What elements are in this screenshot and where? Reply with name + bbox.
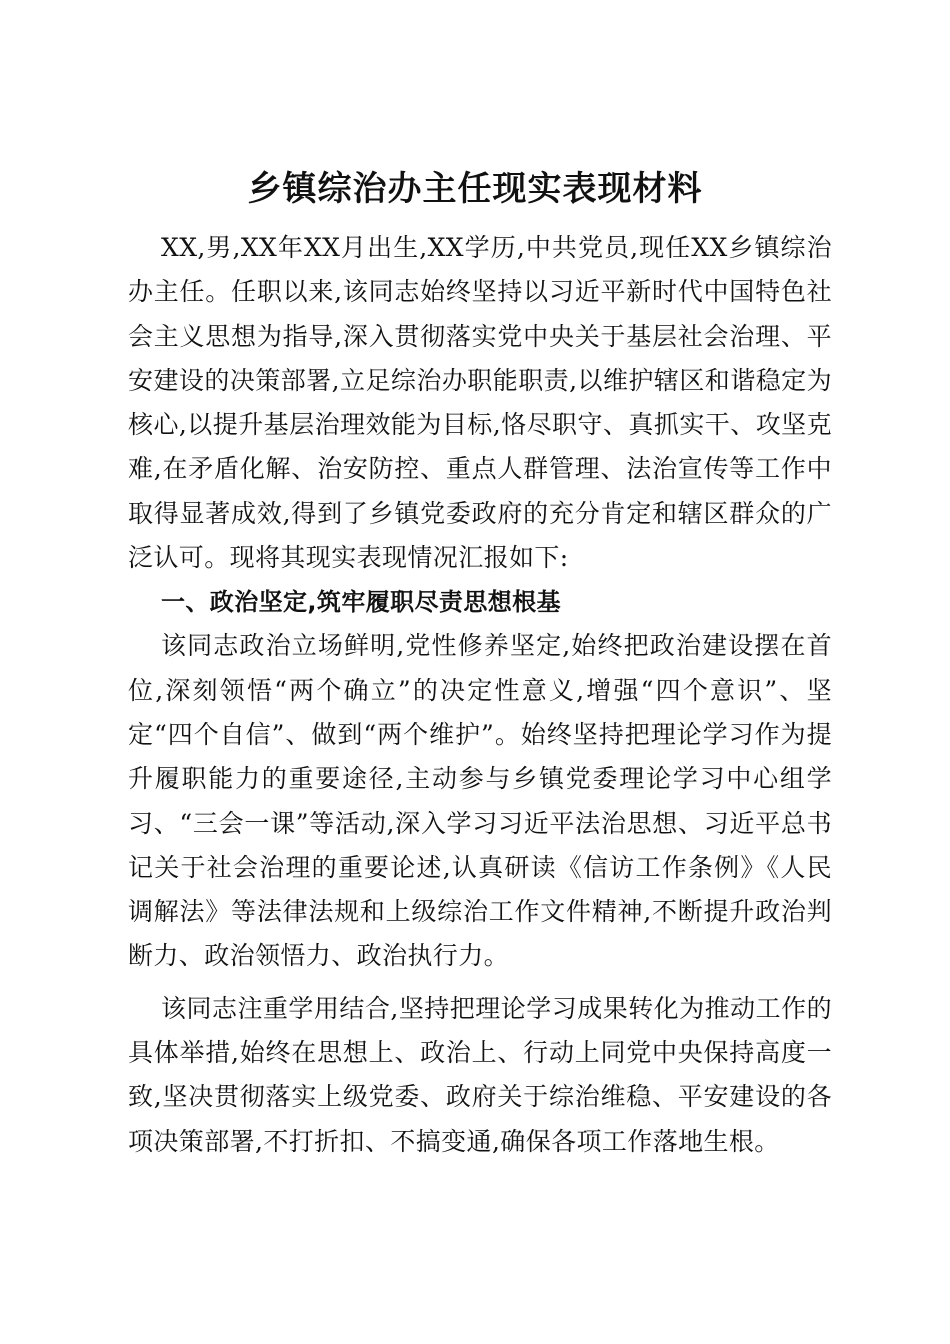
- intro-paragraph: XX,男,XX年XX月出生,XX学历,中共党员,现任XX乡镇综治办主任。任职以来,该同志始终坚持以习近平新时代中国特色社会主义思想为指导,深入贯彻落实党中央关于基层社会治理、平安建设的决策部署,立足综治办职能职责,以维护辖区和谐稳定为核心,以提升基层治理效能为目标,恪尽职守、真抓实干、攻坚克难,在矛盾化解、治安防控、重点人群管理、法治宣传等工作中取得显著成效,得到了乡镇党委政府的充分肯定和辖区群众的广泛认可。现将其现实表现情况汇报如下:: [128, 233, 832, 573]
- document-body: [128, 226, 832, 1164]
- document-title: 乡镇综治办主任现实表现材料: [247, 169, 703, 209]
- paragraph-spacer: [128, 979, 832, 987]
- section-1-paragraph-2: 该同志注重学用结合,坚持把理论学习成果转化为推动工作的具体举措,始终在思想上、政治上、行动上同党中央保持高度一致,坚决贯彻落实上级党委、政府关于综治维稳、平安建设的各项决策部署,不打折扣、不搞变通,确保各项工作落地生根。: [128, 993, 832, 1156]
- section-1-paragraph-1: 该同志政治立场鲜明,党性修养坚定,始终把政治建设摆在首位,深刻领悟“两个确立”的决定性意义,增强“四个意识”、坚定“四个自信”、做到“两个维护”。始终坚持把理论学习作为提升履职能力的重要途径,主动参与乡镇党委理论学习中心组学习、“三会一课”等活动,深入学习习近平法治思想、习近平总书记关于社会治理的重要论述,认真研读《信访工作条例》《人民调解法》等法律法规和上级综治工作文件精神,不断提升政治判断力、政治领悟力、政治执行力。: [128, 631, 832, 971]
- section-heading-1: 一、政治坚定,筑牢履职尽责思想根基: [161, 588, 561, 617]
